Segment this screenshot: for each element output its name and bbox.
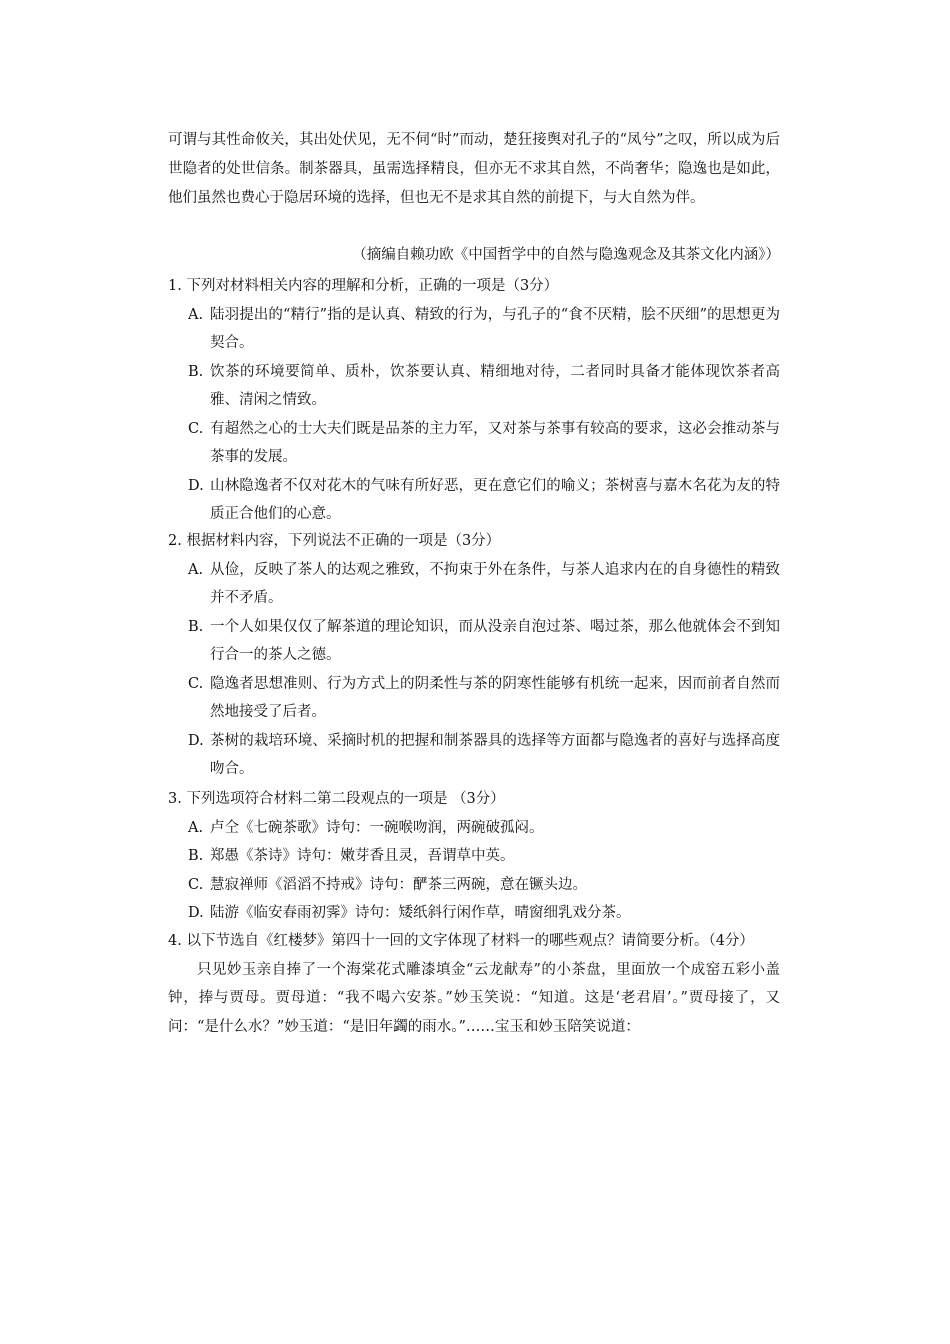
option-c [168, 670, 780, 727]
option-text: 山林隐逸者不仅对花木的气味有所好恶，更在意它们的喻义；茶树喜与嘉木名花为友的特质正合他们的心意。 [210, 477, 780, 522]
option-letter: D. [188, 732, 204, 749]
option-c [168, 871, 780, 900]
option-d [168, 899, 780, 928]
option-letter: A. [188, 819, 204, 836]
question-stem: 3. 下列选项符合材料二第二段观点的一项是 （3分） [168, 791, 505, 807]
option-text: 慧寂禅师《滔滔不持戒》诗句：酽茶三两碗，意在镢头边。 [210, 876, 587, 893]
question-stem: 2. 根据材料内容，下列说法不正确的一项是（3分） [168, 533, 501, 549]
option-a [168, 301, 780, 358]
option-letter: D. [188, 905, 204, 921]
option-c [168, 415, 780, 472]
option-list [168, 814, 780, 928]
option-letter: D. [188, 477, 204, 494]
question-1 [168, 272, 780, 529]
option-text: 从俭，反映了茶人的达观之雅致，不拘束于外在条件，与茶人追求内在的自身德性的精致并不矛盾。 [210, 561, 780, 606]
option-a [168, 814, 780, 843]
question-stem: 4. 以下节选自《红楼梦》第四十一回的文字体现了材料一的哪些观点？请简要分析。（4分） [168, 933, 754, 949]
novel-excerpt: 只见妙玉亲自捧了一个海棠花式雕漆填金“云龙献寿”的小茶盘，里面放一个成窑五彩小盖钟，捧与贾母。贾母道：“我不喝六安茶。”妙玉笑说：“知道。这是‘老君眉’。”贾母接了，又问：“是什么水？”妙玉道：“是旧年蠲的雨水。”……宝玉和妙玉陪笑说道： [168, 961, 780, 1035]
option-text: 隐逸者思想准则、行为方式上的阴柔性与茶的阴寒性能够有机统一起来，因而前者自然而然地接受了后者。 [210, 675, 780, 720]
option-b [168, 358, 780, 415]
option-a [168, 556, 780, 613]
option-letter: A. [188, 306, 204, 323]
intro-text: 可谓与其性命攸关，其出处伏见，无不伺“时”而动，楚狂接舆对孔子的“凤兮”之叹，所以成为后世隐者的处世信条。制茶器具，虽需选择精良，但亦无不求其自然，不尚奢华；隐逸也是如此，他们虽然也费心于隐居环境的选择，但也无不是求其自然的前提下，与大自然为伴。 [168, 132, 780, 206]
option-d [168, 472, 780, 529]
option-text: 卢仝《七碗茶歌》诗句：一碗喉吻润，两碗破孤闷。 [210, 819, 544, 836]
option-letter: C. [188, 420, 204, 437]
question-3 [168, 785, 780, 928]
option-text: 有超然之心的士大夫们既是品茶的主力军，又对茶与茶事有较高的要求，这必会推动茶与茶事的发展。 [210, 420, 780, 465]
option-text: 饮茶的环境要简单、质朴，饮茶要认真、精细地对待，二者同时具备才能体现饮茶者高雅、清闲之情致。 [210, 363, 780, 408]
option-letter: B. [188, 363, 204, 380]
source-citation: （摘编自赖功欧《中国哲学中的自然与隐逸观念及其茶文化内涵》） [352, 247, 780, 263]
question-2 [168, 527, 780, 784]
option-text: 郑愚《茶诗》诗句：嫩芽香且灵，吾谓草中英。 [210, 848, 515, 864]
option-d [168, 727, 780, 784]
option-b [168, 842, 780, 871]
intro-paragraph [168, 126, 780, 212]
option-text: 一个人如果仅仅了解茶道的理论知识，而从没亲自泡过茶、喝过茶，那么他就体会不到知行合一的茶人之德。 [210, 618, 780, 663]
option-letter: B. [188, 848, 204, 864]
option-text: 茶树的栽培环境、采摘时机的把握和制茶器具的选择等方面都与隐逸者的喜好与选择高度吻合。 [210, 732, 780, 777]
option-text: 陆羽提出的“精行”指的是认真、精致的行为，与孔子的“食不厌精，脍不厌细”的思想更为契合。 [210, 306, 780, 351]
question-4 [168, 927, 780, 1041]
option-letter: C. [188, 876, 204, 893]
option-list [168, 301, 780, 529]
option-letter: A. [188, 561, 204, 578]
option-list [168, 556, 780, 784]
option-letter: B. [188, 618, 204, 635]
question-stem: 1. 下列对材料相关内容的理解和分析，正确的一项是（3分） [168, 278, 559, 294]
option-b [168, 613, 780, 670]
option-letter: C. [188, 675, 204, 692]
option-text: 陆游《临安春雨初霁》诗句：矮纸斜行闲作草，晴窗细乳戏分茶。 [210, 905, 631, 921]
